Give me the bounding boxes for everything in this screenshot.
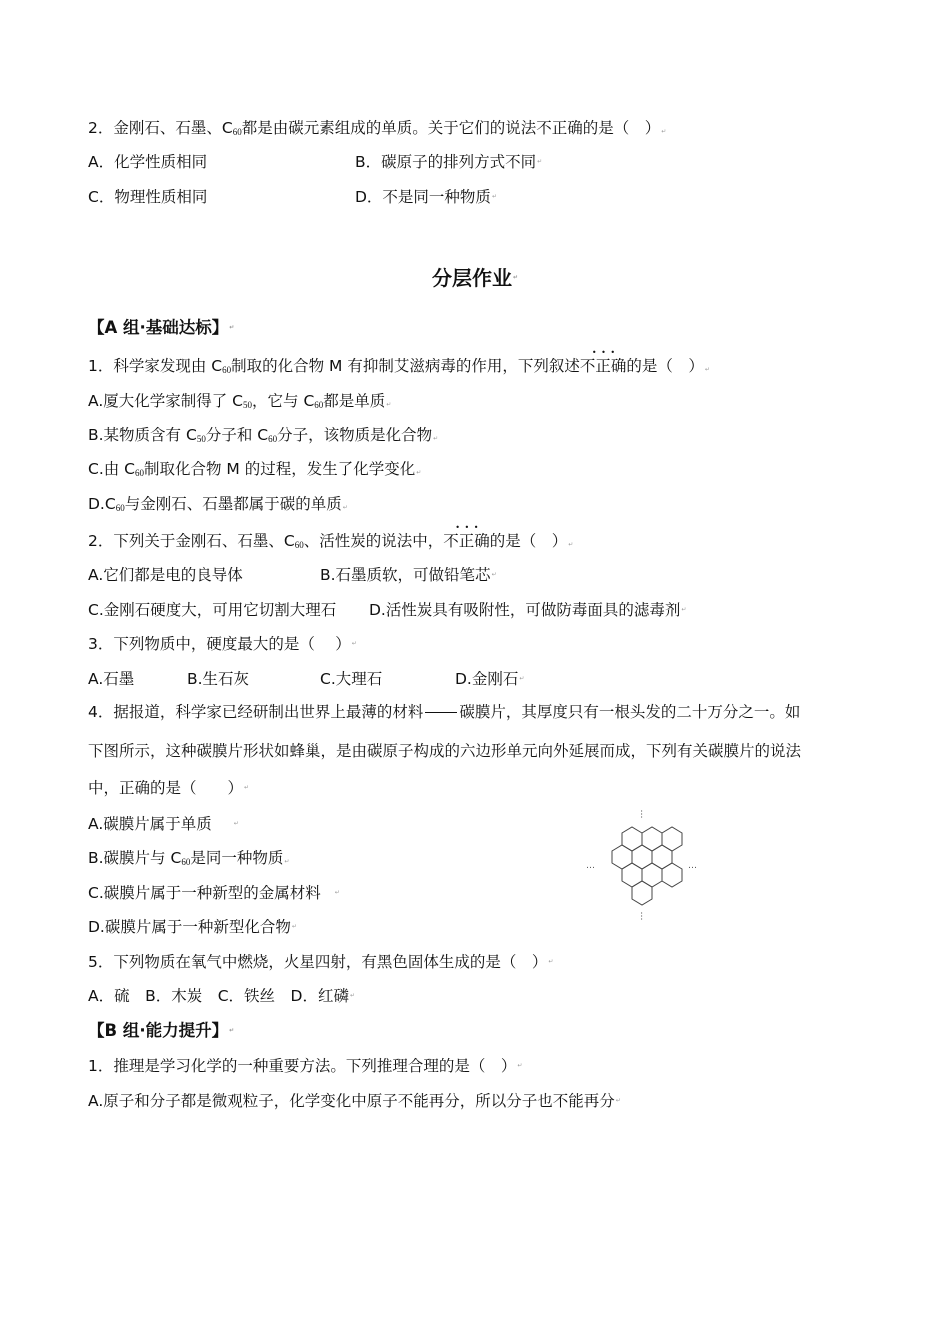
group-b-heading: 【B 组·能力提升】↵ [88, 1021, 235, 1040]
a-q2-stem: 2．下列关于金刚石、石墨、$C_{60}$、活性炭的说法中，• • • 不正确的是（ ）↵ [88, 531, 573, 555]
intro-q2-stem: 2．金刚石、石墨、$C_{60}$都是由碳元素组成的单质。关于它们的说法不正确的是（ ）↵ [88, 119, 667, 137]
group-a-heading: 【A 组·基础达标】↵ [88, 318, 235, 337]
emphasis-dots: • • • 不正确 [580, 357, 627, 375]
a-q1-option-c: C.由 $C_{60}$制取化合物 M 的过程，发生了化学变化↵ [88, 460, 422, 478]
page-title: 分层作业↵ [431, 266, 519, 290]
emphasis-dots: • • • 不正确 [443, 532, 490, 550]
a-q1-stem: 1．科学家发现由 $C_{60}$制取的化合物 M 有抑制艾滋病毒的作用，下列叙述• • • 不正确的是（ ）↵ [88, 356, 710, 380]
hexagon-top-left [622, 827, 642, 851]
hexagon-mid-right [652, 845, 672, 869]
hexagon-lower-left [622, 863, 642, 887]
a-q3-option-a: A.石墨 [88, 670, 135, 688]
a-q3-option-c: C.大理石 [320, 670, 383, 688]
intro-q2-option-d: D．不是同一种物质↵ [355, 188, 497, 206]
a-q3-option-b: B.生石灰 [187, 670, 250, 688]
intro-q2-option-a: A．化学性质相同 [88, 153, 208, 171]
b-q1-stem: 1．推理是学习化学的一种重要方法。下列推理合理的是（ ）↵ [88, 1057, 523, 1075]
a-q1-option-a: A.厦大化学家制得了 $C_{50}$，它与 $C_{60}$都是单质↵ [88, 392, 392, 410]
hexagon-top-right [642, 827, 662, 851]
a-q2-option-b: B.石墨质软，可做铅笔芯↵ [320, 566, 497, 584]
hexagon-mid-center [632, 845, 652, 869]
a-q4-option-b: B.碳膜片与 $C_{60}$是同一种物质↵ [88, 849, 290, 867]
a-q5-stem: 5．下列物质在氧气中燃烧，火星四射，有黑色固体生成的是（ ）↵ [88, 953, 554, 971]
hexagon-upper-right-outer [662, 827, 682, 851]
ellipsis-top: … [638, 809, 648, 819]
em-dash [425, 712, 457, 713]
a-q2-option-d: D.活性炭具有吸附性，可做防毒面具的滤毒剂↵ [369, 601, 687, 619]
carbon-film-honeycomb-figure [585, 808, 705, 928]
a-q4-option-a: A.碳膜片属于单质 ↵ [88, 815, 239, 833]
b-q1-option-a: A.原子和分子都是微观粒子，化学变化中原子不能再分，所以分子也不能再分↵ [88, 1092, 621, 1110]
a-q5-options: A．硫 B．木炭 C．铁丝 D．红磷↵ [88, 987, 356, 1005]
a-q4-line3: 中，正确的是（ ）↵ [88, 779, 250, 797]
hexagon-lower-right-outer [662, 863, 682, 887]
hexagon-bottom [632, 881, 652, 905]
a-q3-stem: 3．下列物质中，硬度最大的是（ ）↵ [88, 635, 357, 653]
a-q4-option-c: C.碳膜片属于一种新型的金属材料 ↵ [88, 884, 340, 902]
a-q1-option-b: B.某物质含有 $C_{50}$分子和 $C_{60}$分子，该物质是化合物↵ [88, 426, 439, 444]
a-q3-option-d: D.金刚石↵ [455, 670, 525, 688]
a-q4-line1: 4．据报道，科学家已经研制出世界上最薄的材料 碳膜片，其厚度只有一根头发的二十万分之一。如 [88, 703, 801, 721]
ellipsis-left: … [586, 861, 595, 871]
a-q2-option-c: C.金刚石硬度大，可用它切割大理石 [88, 601, 337, 619]
a-q4-line2: 下图所示，这种碳膜片形状如蜂巢，是由碳原子构成的六边形单元向外延展而成，下列有关碳膜片的说法 [88, 742, 802, 760]
hexagon-mid-left [612, 845, 632, 869]
ellipsis-bottom: … [638, 911, 648, 921]
a-q1-option-d: $D.C_{60}$与金刚石、石墨都属于碳的单质↵ [88, 495, 348, 513]
intro-q2-option-b: B．碳原子的排列方式不同↵ [355, 153, 543, 171]
ellipsis-right: … [688, 861, 697, 871]
a-q2-option-a: A.它们都是电的良导体 [88, 566, 243, 584]
a-q4-option-d: D.碳膜片属于一种新型化合物↵ [88, 918, 297, 936]
intro-q2-option-c: C．物理性质相同 [88, 188, 208, 206]
hexagon-lower-right [642, 863, 662, 887]
